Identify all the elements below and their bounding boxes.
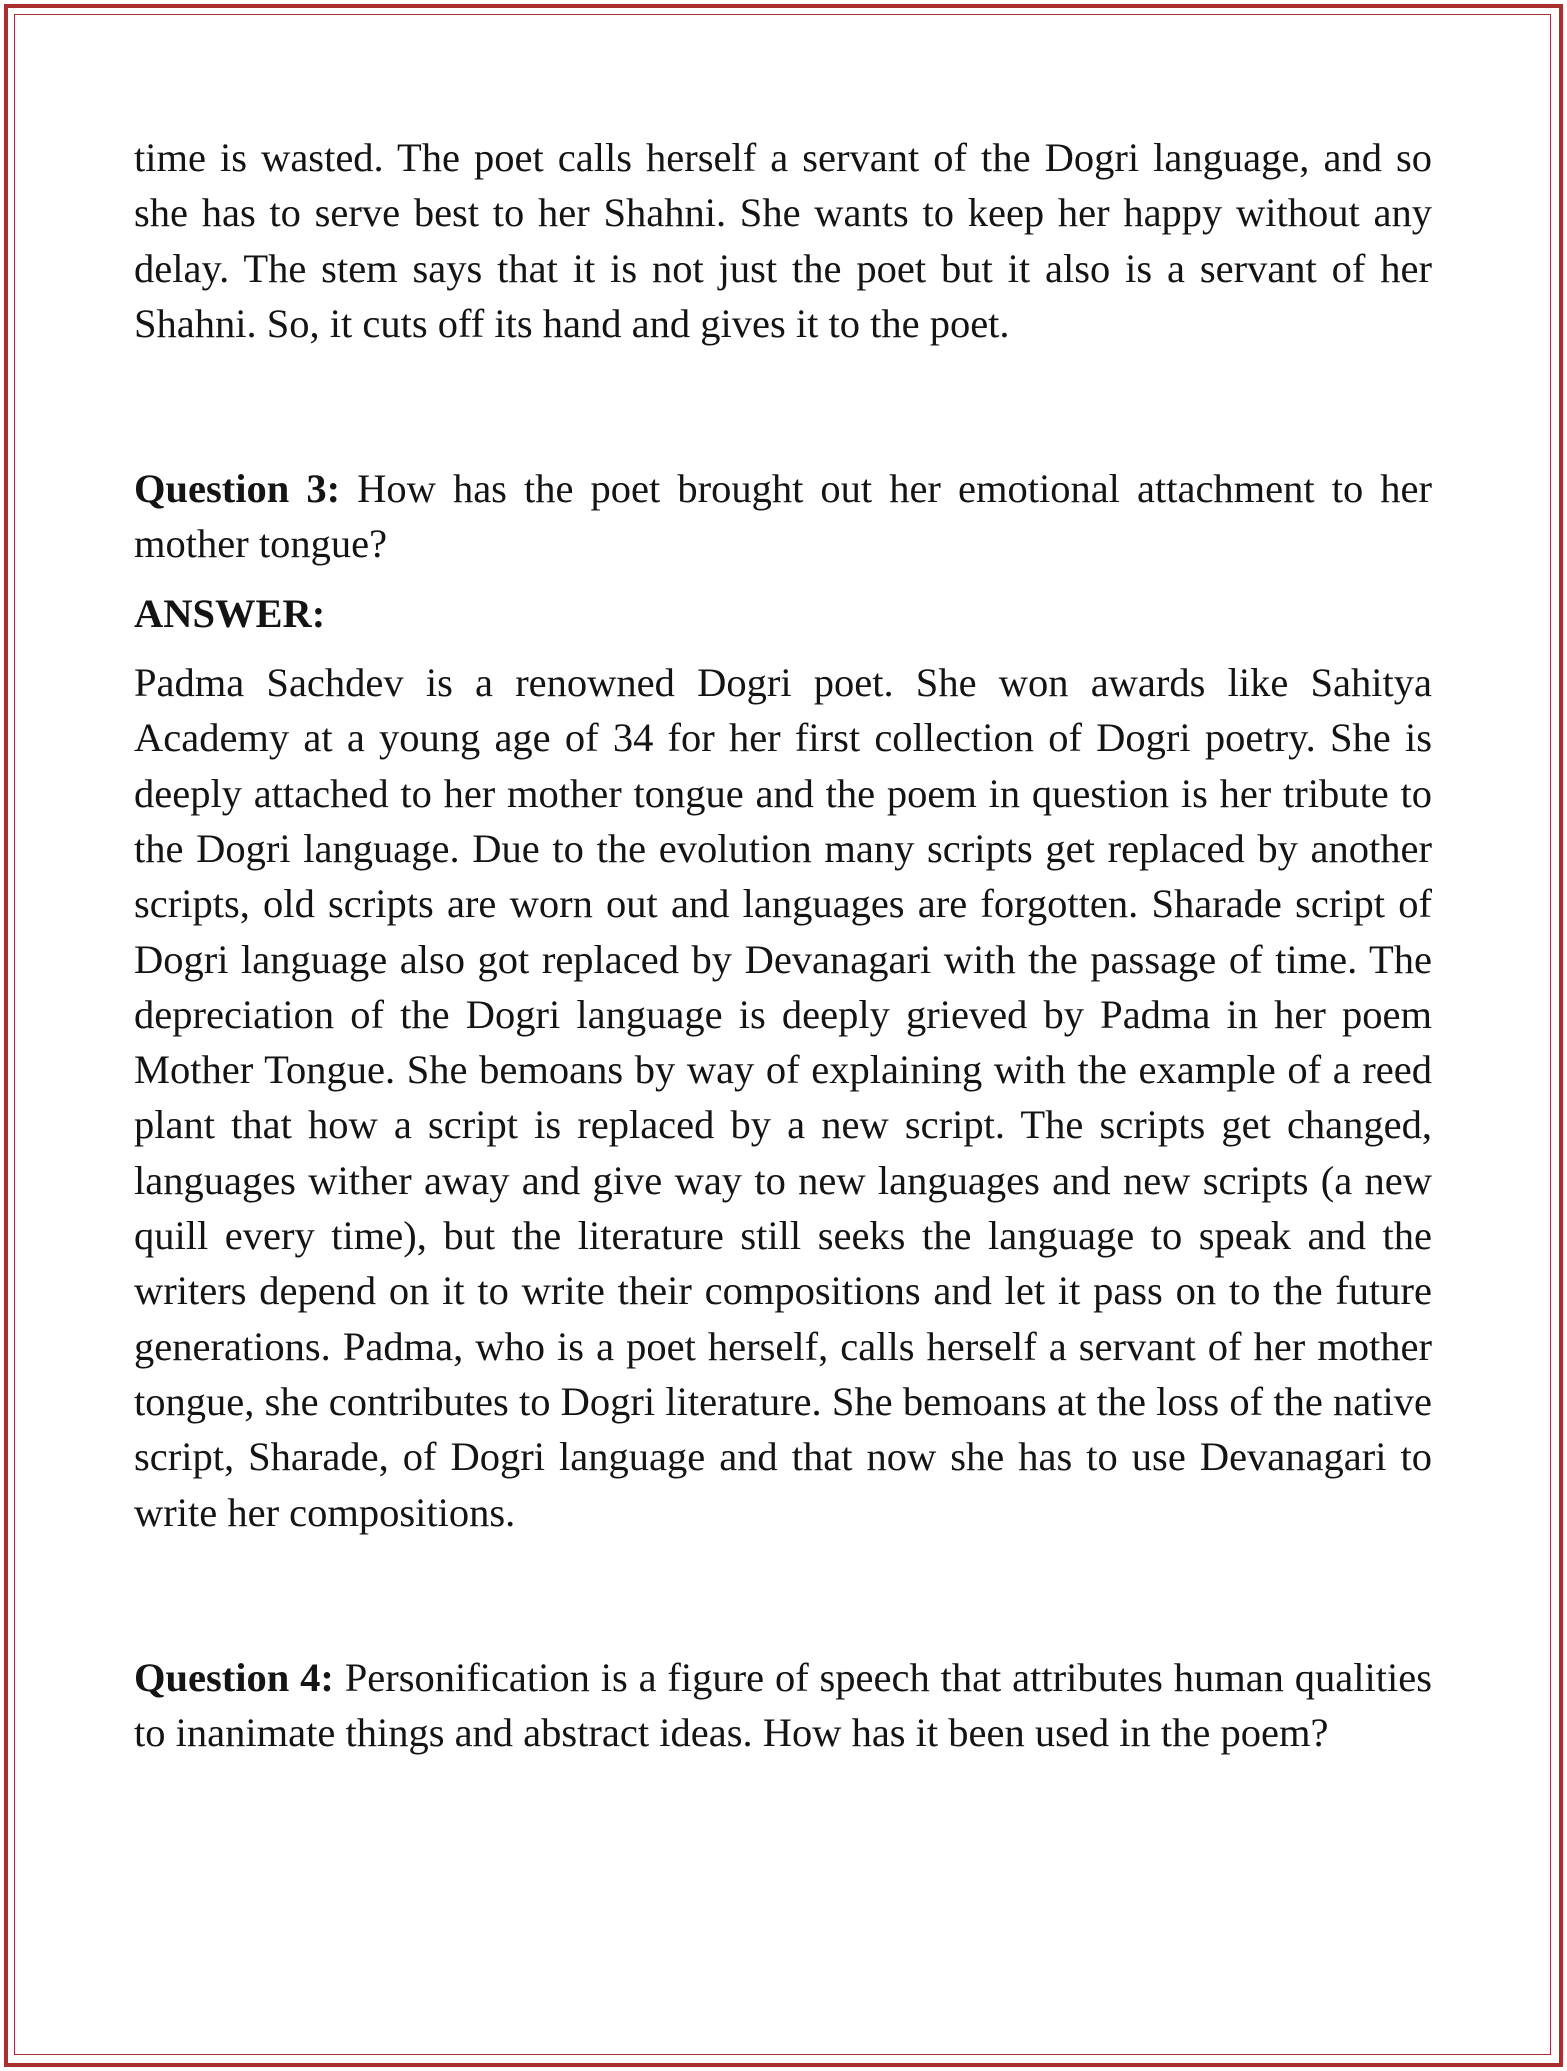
- question-4-label: Question 4:: [134, 1654, 334, 1700]
- continuation-paragraph: time is wasted. The poet calls herself a servant of the Dogri language, and so she has to serve best to her Shahni. She wants to keep her happy without any delay. The stem says that it is not just the poet but it also is a servant of her Shahni. So, it cuts off its hand and gives it to the poet.: [134, 135, 1432, 346]
- question-4: [134, 1650, 1432, 1761]
- answer-heading: ANSWER:: [134, 590, 326, 636]
- answer-paragraph: Padma Sachdev is a renowned Dogri poet. She won awards like Sahitya Academy at a young age of 34 for her first collection of Dogri poetry. She is deeply attached to her mother tongue and the poem in question is her tribute to the Dogri language. Due to the evolution many scripts get replaced by another scripts, old scripts are worn out and languages are forgotten. Sharade script of Dogri language also got replaced by Devanagari with the passage of time. The depreciation of the Dogri language is deeply grieved by Padma in her poem Mother Tongue. She bemoans by way of explaining with the example of a reed plant that how a script is replaced by a new script. The scripts get changed, languages wither away and give way to new languages and new scripts (a new quill every time), but the literature still seeks the language to speak and the writers depend on it to write their compositions and let it pass on to the future generations. Padma, who is a poet herself, calls herself a servant of her mother tongue, she contributes to Dogri literature. She bemoans at the loss of the native script, Sharade, of Dogri language and that now she has to use Devanagari to write her compositions.: [134, 660, 1432, 1535]
- document-body: [134, 130, 1432, 1760]
- question-3-text: How has the poet brought out her emotional attachment to her mother tongue?: [134, 466, 1432, 567]
- question-4-text: Personification is a figure of speech that attributes human qualities to inanimate things and abstract ideas. How has it been used in the poem?: [134, 1654, 1432, 1756]
- question-3-label: Question 3:: [134, 466, 341, 512]
- question-3: [134, 461, 1432, 572]
